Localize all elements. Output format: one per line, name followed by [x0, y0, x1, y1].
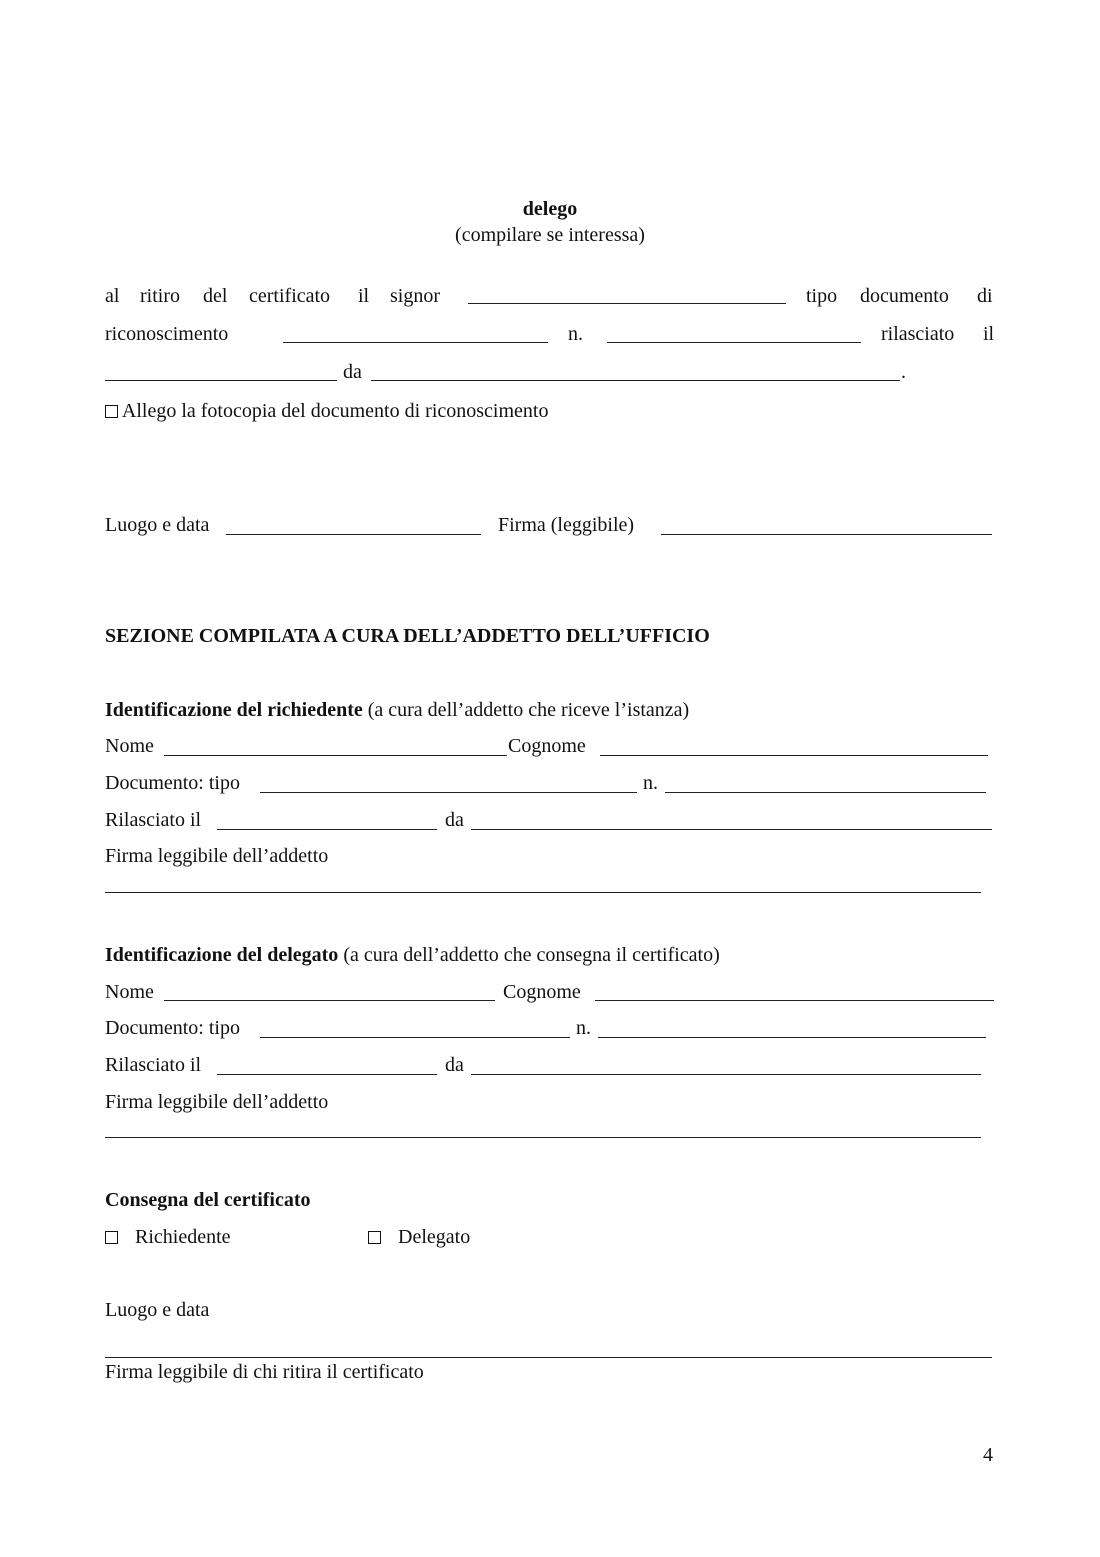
signature-field[interactable]	[661, 534, 992, 535]
delivery-place-date-field[interactable]	[105, 1357, 992, 1358]
delegation-subtitle: (compilare se interessa)	[455, 224, 645, 246]
delegate-doc-n-input[interactable]	[598, 1037, 986, 1038]
document-type-field[interactable]	[283, 342, 548, 343]
delegate-name-field[interactable]	[468, 303, 786, 304]
issue-date-field[interactable]	[105, 380, 337, 381]
applicant-issued-label: Rilasciato il	[105, 809, 202, 831]
attach-copy-option[interactable]: Allego la fotocopia del documento di riconoscimento	[105, 399, 548, 423]
delegate-doc-n-label: n.	[576, 1017, 591, 1039]
applicant-doc-type-label: Documento: tipo	[105, 772, 240, 794]
applicant-by-field[interactable]	[471, 829, 992, 830]
delegation-title: delego	[522, 198, 578, 220]
applicant-issued-field[interactable]	[217, 829, 437, 830]
delivery-option-requester[interactable]: Richiedente	[105, 1225, 231, 1249]
applicant-clerk-sign-field[interactable]	[105, 892, 981, 893]
delivery-option-delegate[interactable]: Delegato	[368, 1225, 470, 1249]
applicant-by-label: da	[445, 809, 464, 831]
collector-sign-label: Firma leggibile di chi ritira il certificato	[105, 1361, 424, 1383]
page-number: 4	[983, 1444, 993, 1466]
document-number-field[interactable]	[607, 342, 861, 343]
delegate-surname-input[interactable]	[595, 1000, 994, 1001]
delegate-doc-type-label: Documento: tipo	[105, 1017, 240, 1039]
office-section-title: SEZIONE COMPILATA A CURA DELL’ADDETTO DELL’UFFICIO	[105, 625, 710, 647]
delegate-issued-input[interactable]	[217, 1074, 437, 1075]
delegate-by-input[interactable]	[471, 1074, 981, 1075]
delegate-name-input[interactable]	[164, 1000, 495, 1001]
applicant-heading: Identificazione del richiedente (a cura dell’addetto che riceve l’istanza)	[105, 699, 690, 721]
requester-checkbox[interactable]	[105, 1231, 118, 1244]
applicant-surname-field[interactable]	[600, 755, 988, 756]
applicant-doc-n-label: n.	[643, 772, 658, 794]
delegate-heading: Identificazione del delegato (a cura dell’addetto che consegna il certificato)	[105, 944, 720, 966]
issued-by-field[interactable]	[371, 380, 900, 381]
applicant-doc-n-field[interactable]	[665, 792, 986, 793]
delegate-checkbox[interactable]	[368, 1231, 381, 1244]
delegate-clerk-sign-label: Firma leggibile dell’addetto	[105, 1091, 329, 1113]
delivery-place-date-label: Luogo e data	[105, 1299, 210, 1321]
applicant-surname-label: Cognome	[508, 735, 586, 757]
delegate-issued-label: Rilasciato il	[105, 1054, 202, 1076]
place-date-label: Luogo e data	[105, 514, 210, 536]
delegate-doc-type-input[interactable]	[260, 1037, 570, 1038]
delegate-surname-label: Cognome	[503, 981, 581, 1003]
delegate-name-label: Nome	[105, 981, 154, 1003]
applicant-doc-type-field[interactable]	[260, 792, 637, 793]
applicant-clerk-sign-label: Firma leggibile dell’addetto	[105, 845, 329, 867]
applicant-name-label: Nome	[105, 735, 154, 757]
signature-label: Firma (leggibile)	[498, 514, 635, 536]
delivery-heading: Consegna del certificato	[105, 1189, 311, 1211]
delegate-clerk-sign-field[interactable]	[105, 1137, 981, 1138]
applicant-name-field[interactable]	[164, 755, 507, 756]
attach-copy-checkbox[interactable]	[105, 405, 118, 418]
place-date-field[interactable]	[226, 534, 481, 535]
delegate-by-label: da	[445, 1054, 464, 1076]
